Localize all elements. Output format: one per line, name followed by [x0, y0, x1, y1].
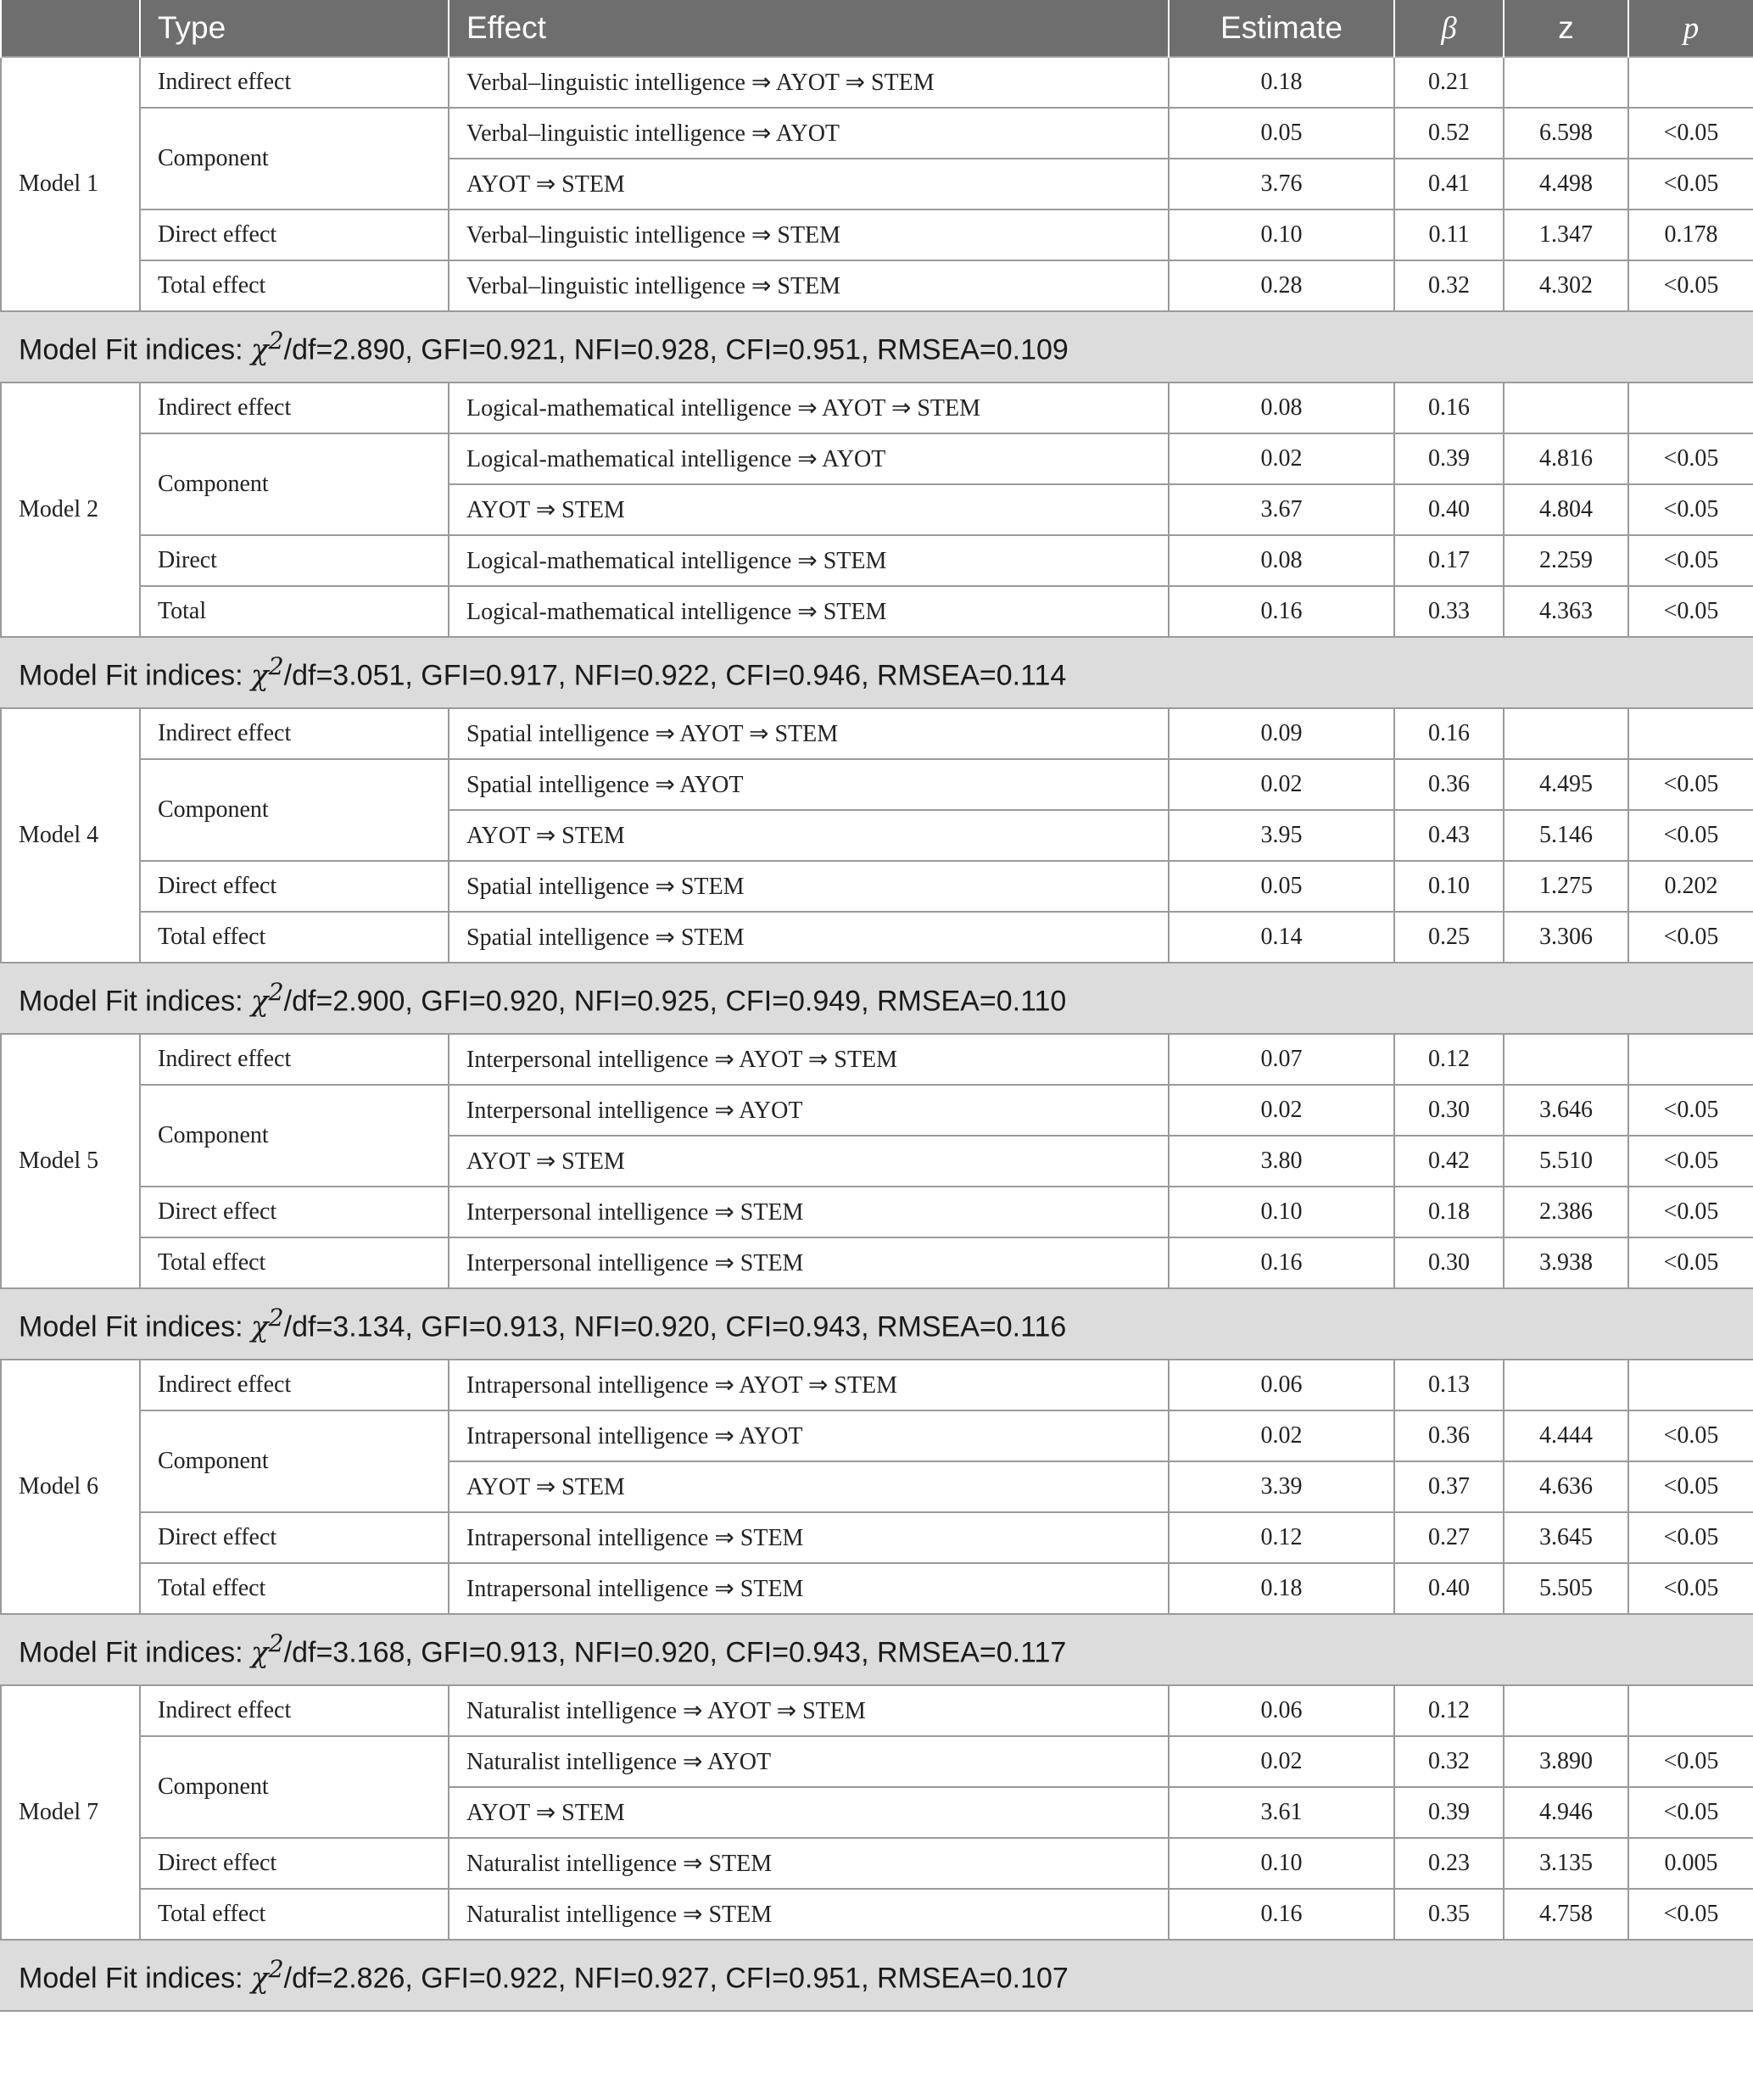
header-beta: β [1394, 0, 1504, 57]
fit-values: /df=3.168, GFI=0.913, NFI=0.920, CFI=0.943, RMSEA=0.117 [283, 1636, 1067, 1669]
estimate-value: 3.67 [1169, 484, 1394, 535]
type-label: Indirect effect [140, 1034, 449, 1085]
fit-prefix: Model Fit indices: [19, 333, 251, 366]
table-row [1, 1410, 1753, 1461]
model-label: Model 1 [1, 57, 140, 311]
beta-value: 0.35 [1394, 1889, 1504, 1940]
estimate-value: 0.02 [1169, 1410, 1394, 1461]
effect-path: Verbal–linguistic intelligence ⇒ AYOT [449, 108, 1169, 159]
estimate-value: 0.10 [1169, 1187, 1394, 1237]
estimate-value: 0.02 [1169, 759, 1394, 810]
estimate-value: 0.16 [1169, 1889, 1394, 1940]
beta-value: 0.39 [1394, 1787, 1504, 1838]
model-fit-row [1, 1614, 1753, 1685]
table-row [1, 708, 1753, 759]
beta-value: 0.40 [1394, 484, 1504, 535]
estimate-value: 3.95 [1169, 810, 1394, 861]
beta-value: 0.17 [1394, 535, 1504, 586]
effect-path: Spatial intelligence ⇒ AYOT ⇒ STEM [449, 708, 1169, 759]
fit-values: /df=2.900, GFI=0.920, NFI=0.925, CFI=0.949, RMSEA=0.110 [283, 985, 1067, 1018]
p-value: <0.05 [1628, 260, 1753, 311]
beta-value: 0.36 [1394, 1410, 1504, 1461]
p-value [1628, 708, 1753, 759]
beta-value: 0.13 [1394, 1360, 1504, 1410]
p-value: 0.005 [1628, 1838, 1753, 1889]
z-value: 5.505 [1504, 1563, 1628, 1614]
effect-path: Interpersonal intelligence ⇒ STEM [449, 1237, 1169, 1288]
estimate-value: 0.10 [1169, 209, 1394, 260]
type-label: Total effect [140, 912, 449, 963]
p-value: <0.05 [1628, 1187, 1753, 1237]
p-value [1628, 1034, 1753, 1085]
estimate-value: 0.10 [1169, 1838, 1394, 1889]
estimate-value: 3.76 [1169, 159, 1394, 209]
estimate-value: 0.06 [1169, 1685, 1394, 1736]
type-label: Indirect effect [140, 1360, 449, 1410]
header-model [1, 0, 140, 57]
z-value [1504, 383, 1628, 433]
beta-value: 0.18 [1394, 1187, 1504, 1237]
estimate-value: 0.07 [1169, 1034, 1394, 1085]
type-label: Component [140, 1736, 449, 1838]
model-label: Model 5 [1, 1034, 140, 1288]
table-row [1, 1360, 1753, 1410]
type-label: Indirect effect [140, 383, 449, 433]
beta-value: 0.12 [1394, 1034, 1504, 1085]
effect-path: Naturalist intelligence ⇒ STEM [449, 1889, 1169, 1940]
effect-path: Intrapersonal intelligence ⇒ STEM [449, 1512, 1169, 1563]
p-value [1628, 383, 1753, 433]
table-row [1, 260, 1753, 311]
z-value: 5.146 [1504, 810, 1628, 861]
p-value: <0.05 [1628, 586, 1753, 637]
table-row [1, 1034, 1753, 1085]
effect-path: Intrapersonal intelligence ⇒ AYOT [449, 1410, 1169, 1461]
fit-prefix: Model Fit indices: [19, 1310, 251, 1343]
p-value: <0.05 [1628, 1889, 1753, 1940]
beta-value: 0.36 [1394, 759, 1504, 810]
fit-values: /df=2.826, GFI=0.922, NFI=0.927, CFI=0.951, RMSEA=0.107 [283, 1962, 1069, 1995]
z-value: 4.816 [1504, 433, 1628, 484]
model-fit-row [1, 1940, 1753, 2011]
beta-value: 0.23 [1394, 1838, 1504, 1889]
header-z: z [1504, 0, 1628, 57]
estimate-value: 3.80 [1169, 1136, 1394, 1187]
estimate-value: 0.28 [1169, 260, 1394, 311]
table-row [1, 57, 1753, 108]
p-value: <0.05 [1628, 535, 1753, 586]
effect-path: Logical-mathematical intelligence ⇒ AYOT [449, 433, 1169, 484]
type-label: Component [140, 1410, 449, 1512]
z-value: 1.275 [1504, 861, 1628, 912]
table-row [1, 759, 1753, 810]
z-value: 4.946 [1504, 1787, 1628, 1838]
model-fit-indices [1, 1940, 1753, 2011]
z-value: 2.386 [1504, 1187, 1628, 1237]
z-value [1504, 1034, 1628, 1085]
effect-path: AYOT ⇒ STEM [449, 1787, 1169, 1838]
table-row [1, 1838, 1753, 1889]
z-value: 3.306 [1504, 912, 1628, 963]
p-value: <0.05 [1628, 1461, 1753, 1512]
beta-value: 0.43 [1394, 810, 1504, 861]
beta-value: 0.39 [1394, 433, 1504, 484]
table-body [1, 57, 1753, 2011]
z-value: 3.645 [1504, 1512, 1628, 1563]
estimate-value: 0.05 [1169, 861, 1394, 912]
beta-value: 0.33 [1394, 586, 1504, 637]
z-value: 3.646 [1504, 1085, 1628, 1136]
header-p: p [1628, 0, 1753, 57]
z-value: 4.495 [1504, 759, 1628, 810]
z-value: 3.135 [1504, 1838, 1628, 1889]
type-label: Direct effect [140, 861, 449, 912]
header-estimate: Estimate [1169, 0, 1394, 57]
chi-square-exponent: 2 [268, 327, 284, 355]
p-value: <0.05 [1628, 1787, 1753, 1838]
effect-path: AYOT ⇒ STEM [449, 1461, 1169, 1512]
table-row [1, 535, 1753, 586]
chi-square-exponent: 2 [268, 1955, 284, 1984]
type-label: Total effect [140, 1563, 449, 1614]
fit-values: /df=3.051, GFI=0.917, NFI=0.922, CFI=0.946, RMSEA=0.114 [283, 659, 1067, 692]
p-value [1628, 1360, 1753, 1410]
fit-prefix: Model Fit indices: [19, 1962, 251, 1995]
estimate-value: 3.61 [1169, 1787, 1394, 1838]
p-value: <0.05 [1628, 1563, 1753, 1614]
effect-path: AYOT ⇒ STEM [449, 484, 1169, 535]
chi-square-exponent: 2 [268, 1304, 284, 1332]
z-value [1504, 708, 1628, 759]
effect-path: Verbal–linguistic intelligence ⇒ AYOT ⇒ STEM [449, 57, 1169, 108]
table-row [1, 1685, 1753, 1736]
type-label: Component [140, 759, 449, 861]
beta-value: 0.10 [1394, 861, 1504, 912]
model-label: Model 2 [1, 383, 140, 637]
table-row [1, 861, 1753, 912]
type-label: Component [140, 1085, 449, 1187]
effect-path: Intrapersonal intelligence ⇒ STEM [449, 1563, 1169, 1614]
model-fit-indices [1, 311, 1753, 383]
effect-path: Spatial intelligence ⇒ STEM [449, 912, 1169, 963]
beta-value: 0.30 [1394, 1085, 1504, 1136]
model-fit-indices [1, 637, 1753, 708]
type-label: Total [140, 586, 449, 637]
type-label: Indirect effect [140, 708, 449, 759]
z-value [1504, 1685, 1628, 1736]
estimate-value: 0.12 [1169, 1512, 1394, 1563]
model-fit-row [1, 311, 1753, 383]
table-row [1, 1512, 1753, 1563]
type-label: Direct effect [140, 1838, 449, 1889]
model-label: Model 4 [1, 708, 140, 963]
table-row [1, 383, 1753, 433]
chi-square-symbol: χ [251, 1310, 269, 1344]
effect-path: Interpersonal intelligence ⇒ AYOT [449, 1085, 1169, 1136]
z-value: 5.510 [1504, 1136, 1628, 1187]
model-label: Model 7 [1, 1685, 140, 1940]
p-value: <0.05 [1628, 1237, 1753, 1288]
p-value [1628, 57, 1753, 108]
z-value: 4.302 [1504, 260, 1628, 311]
p-value: <0.05 [1628, 1085, 1753, 1136]
chi-square-symbol: χ [251, 984, 269, 1019]
table-row [1, 1736, 1753, 1787]
table-row [1, 1237, 1753, 1288]
estimate-value: 0.09 [1169, 708, 1394, 759]
estimate-value: 0.16 [1169, 586, 1394, 637]
p-value: <0.05 [1628, 912, 1753, 963]
effect-path: Naturalist intelligence ⇒ AYOT [449, 1736, 1169, 1787]
effect-path: Naturalist intelligence ⇒ AYOT ⇒ STEM [449, 1685, 1169, 1736]
model-fit-row [1, 637, 1753, 708]
header-row [1, 0, 1753, 57]
beta-value: 0.16 [1394, 383, 1504, 433]
fit-values: /df=2.890, GFI=0.921, NFI=0.928, CFI=0.951, RMSEA=0.109 [283, 333, 1069, 366]
header-type: Type [140, 0, 449, 57]
effect-path: Spatial intelligence ⇒ STEM [449, 861, 1169, 912]
effect-path: Logical-mathematical intelligence ⇒ STEM [449, 535, 1169, 586]
p-value: <0.05 [1628, 108, 1753, 159]
estimate-value: 0.14 [1169, 912, 1394, 963]
z-value: 3.890 [1504, 1736, 1628, 1787]
estimate-value: 0.02 [1169, 1736, 1394, 1787]
p-value: <0.05 [1628, 1512, 1753, 1563]
beta-value: 0.11 [1394, 209, 1504, 260]
type-label: Total effect [140, 260, 449, 311]
z-value: 1.347 [1504, 209, 1628, 260]
p-value: 0.202 [1628, 861, 1753, 912]
effect-path: AYOT ⇒ STEM [449, 1136, 1169, 1187]
model-fit-indices [1, 1288, 1753, 1360]
table-row [1, 1085, 1753, 1136]
model-fit-row [1, 1288, 1753, 1360]
type-label: Direct effect [140, 209, 449, 260]
table-row [1, 433, 1753, 484]
type-label: Total effect [140, 1889, 449, 1940]
p-value: <0.05 [1628, 159, 1753, 209]
estimate-value: 0.02 [1169, 433, 1394, 484]
type-label: Direct [140, 535, 449, 586]
beta-value: 0.52 [1394, 108, 1504, 159]
effect-path: Interpersonal intelligence ⇒ AYOT ⇒ STEM [449, 1034, 1169, 1085]
estimate-value: 0.05 [1169, 108, 1394, 159]
chi-square-symbol: χ [251, 332, 269, 367]
type-label: Direct effect [140, 1512, 449, 1563]
estimate-value: 3.39 [1169, 1461, 1394, 1512]
p-value [1628, 1685, 1753, 1736]
estimate-value: 0.08 [1169, 383, 1394, 433]
p-value: <0.05 [1628, 759, 1753, 810]
type-label: Indirect effect [140, 1685, 449, 1736]
beta-value: 0.30 [1394, 1237, 1504, 1288]
model-fit-indices [1, 1614, 1753, 1685]
beta-value: 0.12 [1394, 1685, 1504, 1736]
p-value: 0.178 [1628, 209, 1753, 260]
beta-value: 0.40 [1394, 1563, 1504, 1614]
p-value: <0.05 [1628, 1736, 1753, 1787]
z-value [1504, 57, 1628, 108]
beta-value: 0.32 [1394, 1736, 1504, 1787]
estimate-value: 0.06 [1169, 1360, 1394, 1410]
beta-value: 0.16 [1394, 708, 1504, 759]
z-value: 4.363 [1504, 586, 1628, 637]
effect-path: Verbal–linguistic intelligence ⇒ STEM [449, 209, 1169, 260]
fit-prefix: Model Fit indices: [19, 659, 251, 692]
fit-prefix: Model Fit indices: [19, 985, 251, 1018]
table-row [1, 1563, 1753, 1614]
model-label: Model 6 [1, 1360, 140, 1614]
chi-square-exponent: 2 [268, 978, 284, 1007]
chi-square-symbol: χ [251, 658, 269, 693]
fit-values: /df=3.134, GFI=0.913, NFI=0.920, CFI=0.943, RMSEA=0.116 [283, 1310, 1067, 1343]
type-label: Direct effect [140, 1187, 449, 1237]
effect-path: Interpersonal intelligence ⇒ STEM [449, 1187, 1169, 1237]
model-fit-row [1, 963, 1753, 1034]
beta-value: 0.42 [1394, 1136, 1504, 1187]
p-value: <0.05 [1628, 484, 1753, 535]
z-value: 3.938 [1504, 1237, 1628, 1288]
type-label: Component [140, 433, 449, 535]
z-value: 6.598 [1504, 108, 1628, 159]
chi-square-symbol: χ [251, 1635, 269, 1670]
header-effect: Effect [449, 0, 1169, 57]
estimate-value: 0.18 [1169, 57, 1394, 108]
effect-path: Logical-mathematical intelligence ⇒ STEM [449, 586, 1169, 637]
chi-square-symbol: χ [251, 1961, 269, 1996]
beta-value: 0.41 [1394, 159, 1504, 209]
z-value [1504, 1360, 1628, 1410]
type-label: Indirect effect [140, 57, 449, 108]
beta-value: 0.32 [1394, 260, 1504, 311]
estimate-value: 0.02 [1169, 1085, 1394, 1136]
type-label: Total effect [140, 1237, 449, 1288]
effect-path: AYOT ⇒ STEM [449, 159, 1169, 209]
beta-value: 0.37 [1394, 1461, 1504, 1512]
effect-path: Intrapersonal intelligence ⇒ AYOT ⇒ STEM [449, 1360, 1169, 1410]
table-row [1, 209, 1753, 260]
table-row [1, 1187, 1753, 1237]
model-fit-indices [1, 963, 1753, 1034]
table-row [1, 586, 1753, 637]
p-value: <0.05 [1628, 810, 1753, 861]
beta-value: 0.21 [1394, 57, 1504, 108]
estimate-value: 0.16 [1169, 1237, 1394, 1288]
z-value: 4.758 [1504, 1889, 1628, 1940]
z-value: 4.498 [1504, 159, 1628, 209]
effect-path: Naturalist intelligence ⇒ STEM [449, 1838, 1169, 1889]
table-row [1, 1889, 1753, 1940]
beta-value: 0.27 [1394, 1512, 1504, 1563]
beta-value: 0.25 [1394, 912, 1504, 963]
type-label: Component [140, 108, 449, 209]
chi-square-exponent: 2 [268, 1629, 284, 1658]
effect-path: Spatial intelligence ⇒ AYOT [449, 759, 1169, 810]
z-value: 2.259 [1504, 535, 1628, 586]
p-value: <0.05 [1628, 1136, 1753, 1187]
z-value: 4.444 [1504, 1410, 1628, 1461]
p-value: <0.05 [1628, 433, 1753, 484]
p-value: <0.05 [1628, 1410, 1753, 1461]
table-row [1, 912, 1753, 963]
estimate-value: 0.18 [1169, 1563, 1394, 1614]
estimate-value: 0.08 [1169, 535, 1394, 586]
effect-path: Verbal–linguistic intelligence ⇒ STEM [449, 260, 1169, 311]
z-value: 4.804 [1504, 484, 1628, 535]
chi-square-exponent: 2 [268, 652, 284, 681]
effect-path: Logical-mathematical intelligence ⇒ AYOT ⇒ STEM [449, 383, 1169, 433]
table-row [1, 108, 1753, 159]
fit-prefix: Model Fit indices: [19, 1636, 251, 1669]
effect-path: AYOT ⇒ STEM [449, 810, 1169, 861]
z-value: 4.636 [1504, 1461, 1628, 1512]
